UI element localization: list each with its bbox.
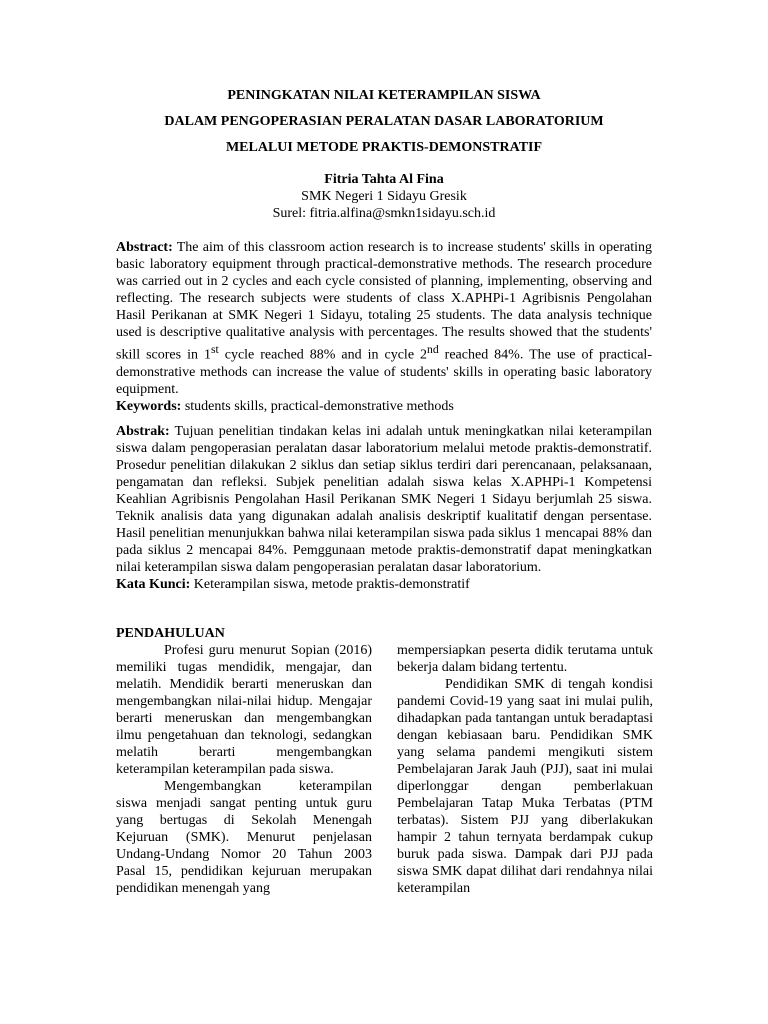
title-line-2: DALAM PENGOPERASIAN PERALATAN DASAR LABORATORIUM [164,114,604,129]
abstract-text-part-c: reached 84%. The use of practical-demonstrative methods can increase the value of students' skills in operating basic laboratory equipment. [116,347,652,397]
author-affiliation: SMK Negeri 1 Sidayu Gresik [301,189,467,204]
keywords-label: Keywords: [116,398,182,414]
abstract-superscript-st: st [210,343,219,356]
body-paragraph: mempersiapkan peserta didik terutama untuk bekerja dalam bidang tertentu. [397,643,653,675]
abstract-indonesian [116,423,652,593]
kata-kunci-label: Kata Kunci: [116,577,191,592]
author-name: Fitria Tahta Al Fina [324,172,444,187]
author-block [100,171,668,222]
title-line-1: PENINGKATAN NILAI KETERAMPILAN SISWA [227,88,541,103]
keywords-text: students skills, practical-demonstrative methods [181,398,454,414]
keywords-line [116,398,652,415]
abstract-superscript-nd: nd [427,343,439,356]
abstract-english [116,239,652,415]
body-paragraph: Profesi guru menurut Sopian (2016) memiliki tugas mendidik, mengajar, dan melatih. Mendidik berarti meneruskan dan mengembangkan nilai-nilai hidup. Mengajar berarti meneruskan dan mengembangkan ilmu pengetahuan dan teknologi, sedangkan melatih berarti mengembangkan keterampilan keterampilan pada siswa. [116,643,372,777]
kata-kunci-line [116,576,652,593]
author-email: Surel: fitria.alfina@smkn1sidayu.sch.id [272,206,496,221]
abstract-text-part-a: The aim of this classroom action research is to increase students' skills in operating basic laboratory equipment through practical-demonstrative methods. The research procedure was carried out in 2 cycles and each cycle consisted of planning, implementing, observing and reflecting. The research subjects were students of class X.APHPi-1 Agribisnis Pengolahan Hasil Perikanan at SMK Negeri 1 Sidayu, totaling 25 students. The data analysis technique used is descriptive qualitative analysis with percentages. The results showed that the students' skill scores in 1 [116,240,652,363]
abstrak-text: Tujuan penelitian tindakan kelas ini adalah untuk meningkatkan nilai keterampilan siswa dalam pengoperasian peralatan dasar laboratorium melalui metode praktis-demonstratif. Prosedur penelitian dilakukan 2 siklus dan setiap siklus terdiri dari perencanaan, pelaksanaan, pengamatan dan refleksi. Subjek penelitian adalah siswa kelas X.APHPi-1 Kompetensi Keahlian Agribisnis Pengolahan Hasil Perikanan SMK Negeri 1 Sidayu berjumlah 25 siswa. Teknik analisis data yang digunakan adalah analisis deskriptif kualitatif dengan persentase. Hasil penelitian menunjukkan bahwa nilai keterampilan siswa pada siklus 1 mencapai 88% dan pada siklus 2 mencapai 84%. Pemggunaan metode praktis-demonstratif dapat meningkatkan nilai keterampilan siswa dalam pengoperasian peralatan dasar laboratorium. [116,424,652,575]
kata-kunci-text: Keterampilan siswa, metode praktis-demonstratif [190,577,470,592]
abstrak-label: Abstrak: [116,424,170,439]
abstract-text-part-b: cycle reached 88% and in cycle 2 [218,347,428,363]
section-heading: PENDAHULUAN [116,626,225,641]
body-paragraph: Pendidikan SMK di tengah kondisi pandemi Covid-19 yang saat ini mulai pulih, dihadapkan pada tantangan untuk beradaptasi dengan kebiasaan baru. Pendidikan SMK yang selama pandemi mengikuti sistem Pembelajaran Jarak Jauh (PJJ), saat ini mulai diperlonggar dengan pemberlakuan Pembelajaran Tatap Muka Terbatas (PTM terbatas). Sistem PJJ yang diberlakukan hampir 2 tahun ternyata berdampak cukup buruk pada siswa. Dampak dari PJJ pada siswa SMK dapat dilihat dari rendahnya nilai keterampilan [397,677,653,896]
body-column-left [116,625,372,897]
title-line-3: MELALUI METODE PRAKTIS-DEMONSTRATIF [225,140,543,155]
abstract-label: Abstract: [116,240,173,255]
paper-title [100,86,668,164]
body-column-right [397,642,653,897]
body-paragraph: Mengembangkan keterampilan siswa menjadi sangat penting untuk guru yang bertugas di Sekolah Menengah Kejuruan (SMK). Menurut penjelasan Undang-Undang Nomor 20 Tahun 2003 Pasal 15, pendidikan kejuruan merupakan pendidikan menengah yang [116,779,372,896]
